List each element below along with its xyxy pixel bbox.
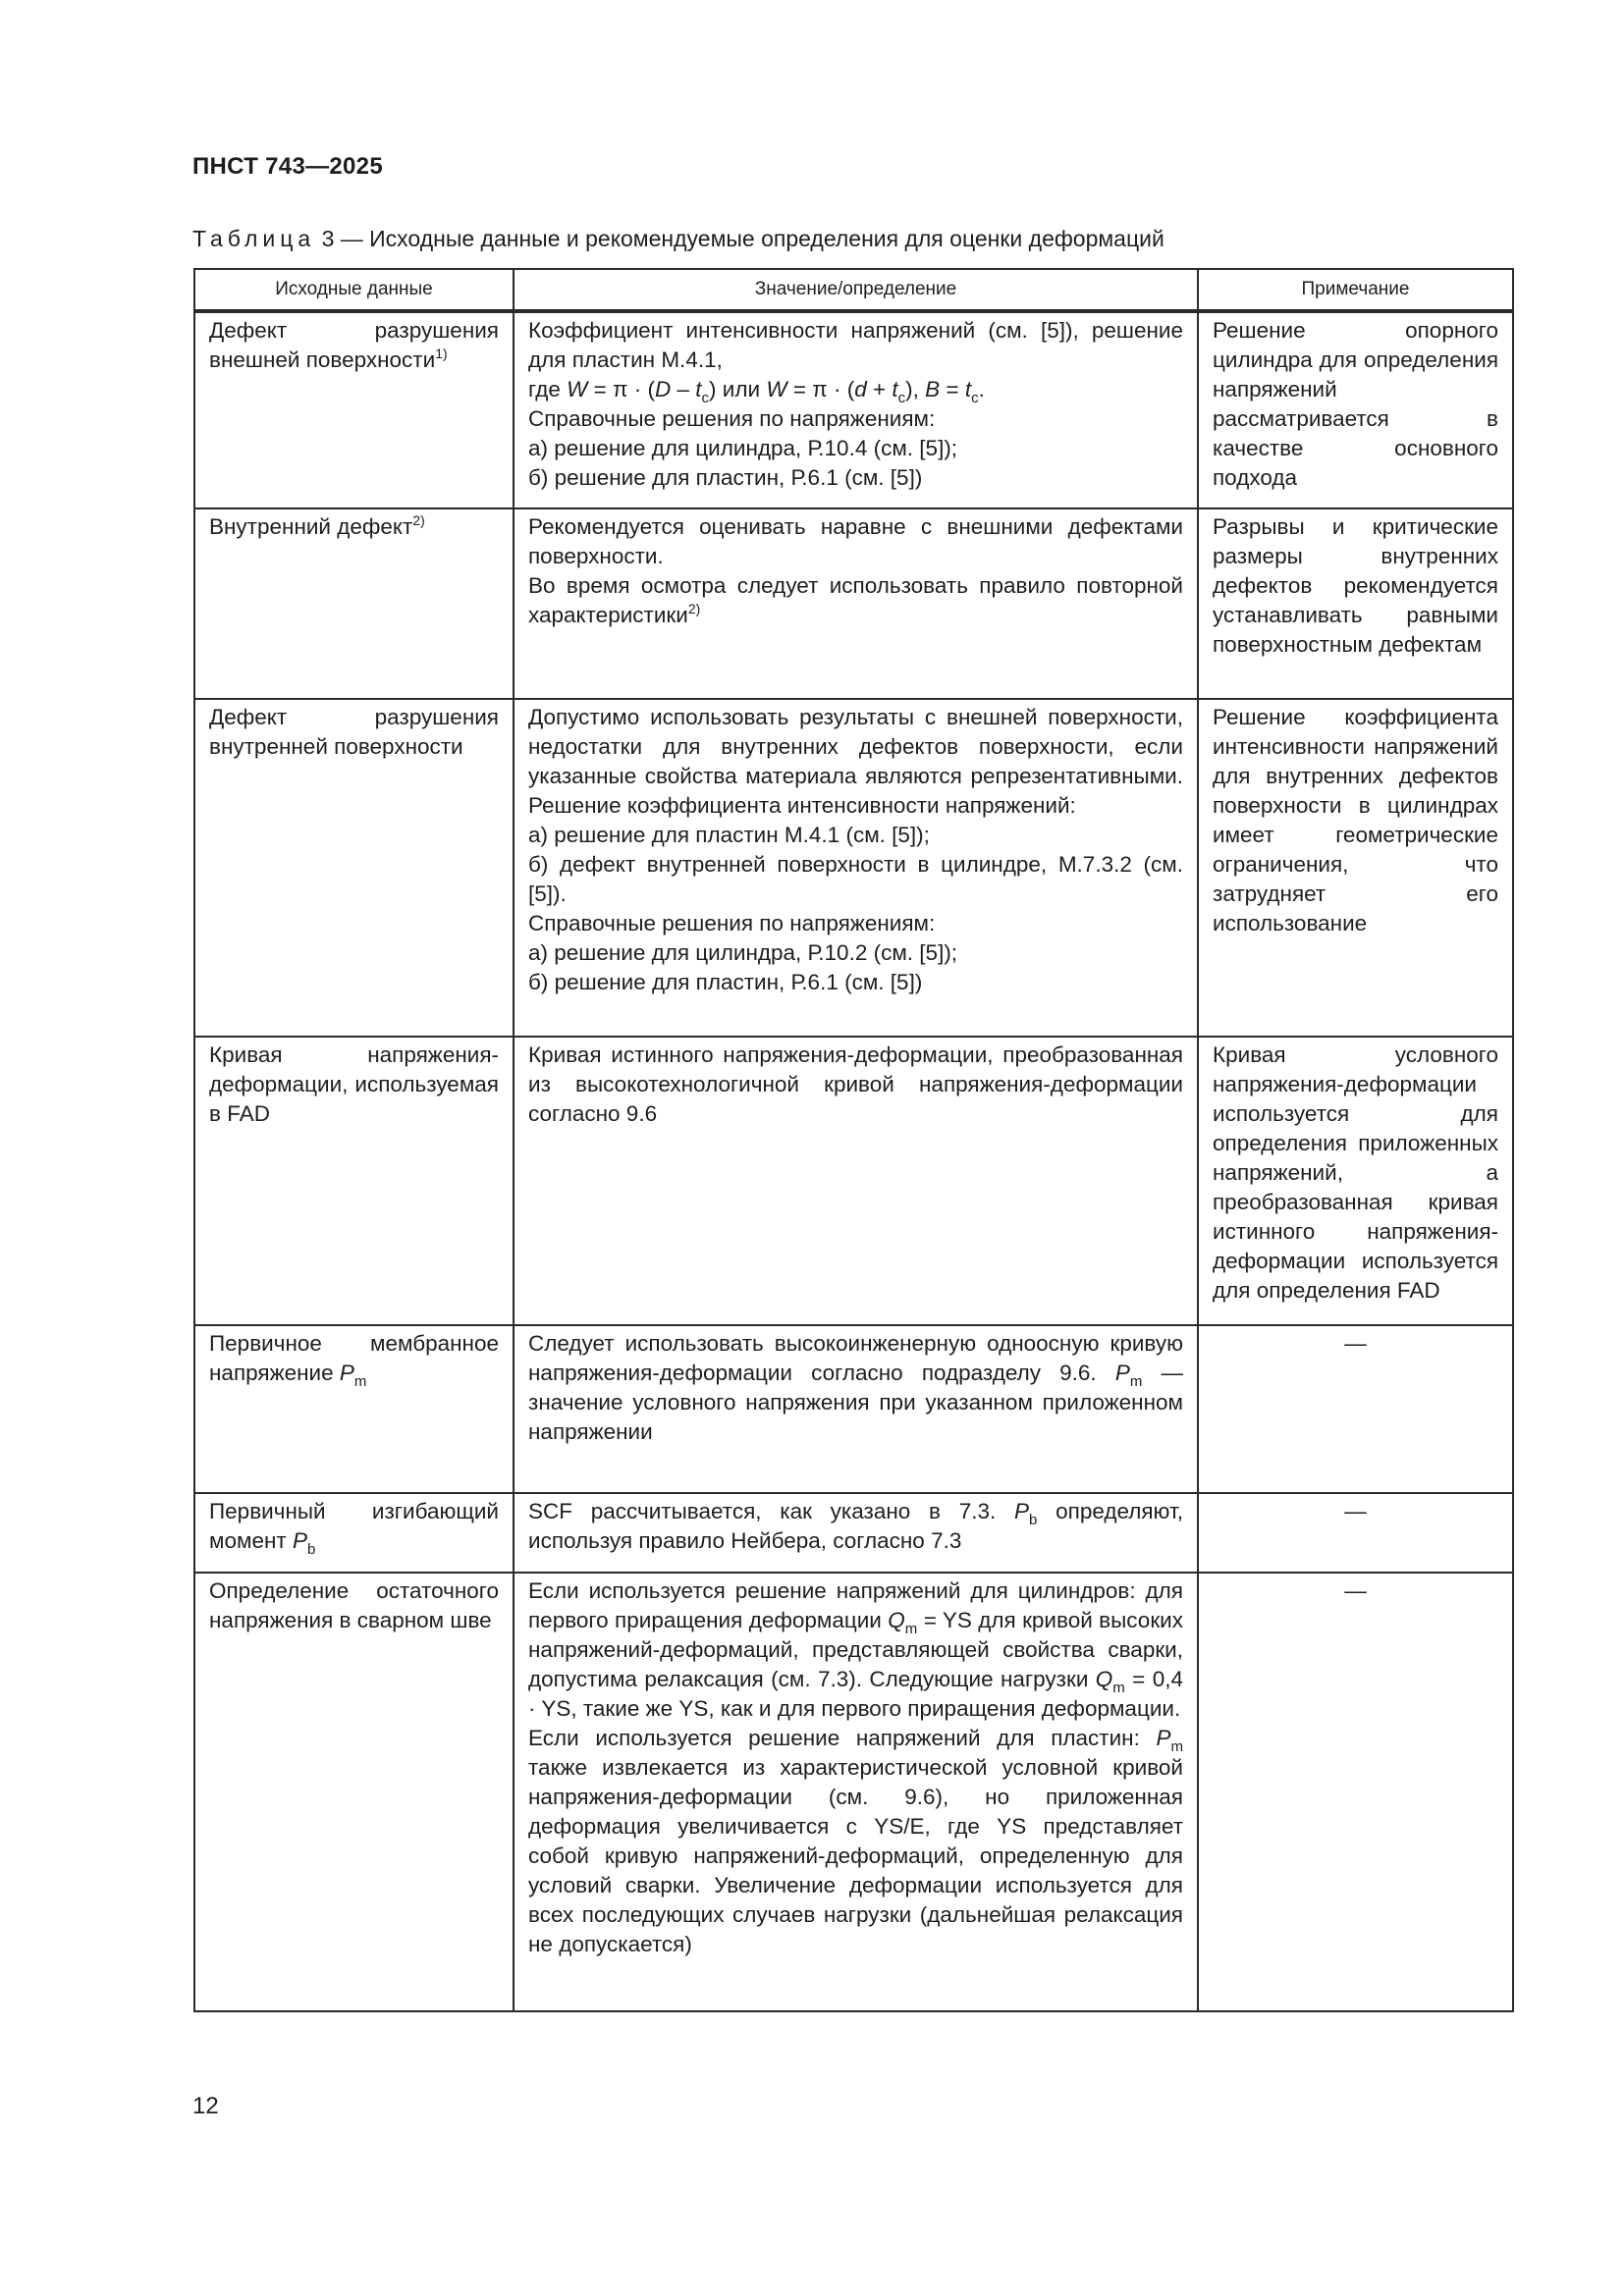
table-row bbox=[194, 311, 1513, 508]
value-line: Если используется решение напряжений для пластин: $P_m$ также извлекается из характеристической условной кривой напряжения-деформации (см. 9.6), но приложенная деформация увеличивается с YS/E, где YS представляет собой кривую напряжений-деформаций, определенную для условий сварки. Увеличение деформации используется для всех последующих случаев нагрузки (дальнейшая релаксация не допускается) bbox=[528, 1726, 1183, 1956]
value-line: Справочные решения по напряжениям: bbox=[528, 911, 936, 935]
value-line: SCF рассчитывается, как указано в 7.3. $P_b$ определяют, используя правило Нейбера, согласно 7.3 bbox=[528, 1499, 1183, 1553]
value-cell bbox=[514, 1325, 1198, 1493]
value-line: Коэффициент интенсивности напряжений (см. [5]), решение для пластин М.4.1, bbox=[528, 318, 1183, 372]
note-dash: — bbox=[1344, 1331, 1367, 1356]
value-line: Рекомендуется оценивать наравне с внешними дефектами поверхности. bbox=[528, 514, 1183, 568]
note-cell bbox=[1198, 1037, 1513, 1325]
note-text: Решение коэффициента интенсивности напряжений для внутренних дефектов поверхности в цилиндрах имеет геометрические ограничения, что затрудняет его использование bbox=[1213, 705, 1498, 935]
value-cell bbox=[514, 311, 1198, 508]
footnote-ref: 2) bbox=[412, 512, 425, 528]
table-row bbox=[194, 1037, 1513, 1325]
value-line: а) решение для цилиндра, Р.10.4 (см. [5]); bbox=[528, 436, 958, 460]
value-line: б) дефект внутренней поверхности в цилиндре, М.7.3.2 (см. [5]). bbox=[528, 852, 1183, 906]
note-cell bbox=[1198, 1573, 1513, 2011]
input-text: Дефект разрушения внутренней поверхности bbox=[209, 705, 499, 759]
input-text: Внутренний дефект bbox=[209, 514, 413, 539]
input-cell bbox=[194, 1573, 514, 2011]
input-cell bbox=[194, 1325, 514, 1493]
value-cell bbox=[514, 1493, 1198, 1573]
note-cell bbox=[1198, 508, 1513, 699]
column-header-input: Исходные данные bbox=[194, 269, 514, 311]
input-cell bbox=[194, 699, 514, 1037]
note-dash: — bbox=[1344, 1499, 1367, 1523]
table-row bbox=[194, 508, 1513, 699]
value-line: Во время осмотра следует использовать правило повторной характеристики$^{2)}$ bbox=[528, 573, 1183, 627]
value-line: а) решение для пластин М.4.1 (см. [5]); bbox=[528, 823, 930, 847]
note-cell bbox=[1198, 311, 1513, 508]
footnote-ref: 2) bbox=[687, 601, 701, 616]
table-row bbox=[194, 1573, 1513, 2011]
caption-title: 3 — Исходные данные и рекомендуемые определения для оценки деформаций bbox=[315, 226, 1164, 251]
document-code: ПНСТ 743—2025 bbox=[192, 153, 383, 180]
input-text: Первичный изгибающий момент $P_b$ bbox=[209, 1499, 499, 1558]
input-cell bbox=[194, 311, 514, 508]
table-row bbox=[194, 1493, 1513, 1573]
value-line: Следует использовать высокоинженерную одноосную кривую напряжения-деформации согласно подразделу 9.6. $P_m$ — значение условного напряжения при указанном приложенном напряжении bbox=[528, 1331, 1183, 1444]
value-line: Кривая истинного напряжения-деформации, преобразованная из высокотехнологичной кривой напряжения-деформации согласно 9.6 bbox=[528, 1042, 1183, 1126]
value-line: Если используется решение напряжений для цилиндров: для первого приращения деформации $Q_m$ = YS для кривой высоких напряжений-деформаций, представляющей свойства сварки, допустима релаксация (см. 7.3). Следующие нагрузки $Q_m = 0,4$ · YS, такие же YS, как и для первого приращения деформации. bbox=[528, 1578, 1183, 1721]
value-line: б) решение для пластин, Р.6.1 (см. [5]) bbox=[528, 465, 923, 490]
value-line: а) решение для цилиндра, Р.10.2 (см. [5]); bbox=[528, 940, 958, 965]
note-cell bbox=[1198, 1325, 1513, 1493]
note-cell bbox=[1198, 1493, 1513, 1573]
value-cell bbox=[514, 508, 1198, 699]
value-line-formula: где $W = \pi \cdot (D - t_c)$ или $W = \pi \cdot (d + t_c)$, $B = t_c$. bbox=[528, 377, 985, 406]
table-header-row bbox=[194, 269, 1513, 311]
caption-prefix: Таблица bbox=[192, 226, 316, 251]
input-cell bbox=[194, 1493, 514, 1573]
note-cell bbox=[1198, 699, 1513, 1037]
note-text: Кривая условного напряжения-деформации используется для определения приложенных напряжений, а преобразованная кривая истинного напряжения-деформации используется для определения FAD bbox=[1213, 1042, 1498, 1303]
data-table bbox=[193, 268, 1514, 2012]
input-cell bbox=[194, 508, 514, 699]
value-cell bbox=[514, 1573, 1198, 2011]
value-cell bbox=[514, 1037, 1198, 1325]
note-dash: — bbox=[1344, 1578, 1367, 1603]
column-header-value: Значение/определение bbox=[514, 269, 1198, 311]
value-line: Допустимо использовать результаты с внешней поверхности, недостатки для внутренних дефектов поверхности, если указанные свойства материала являются репрезентативными. Решение коэффициента интенсивности напряжений: bbox=[528, 705, 1183, 818]
input-text: Дефект разрушения внешней поверхности bbox=[209, 318, 499, 372]
footnote-ref: 1) bbox=[435, 346, 448, 361]
note-text: Решение опорного цилиндра для определения напряжений рассматривается в качестве основного подхода bbox=[1213, 318, 1498, 490]
input-cell bbox=[194, 1037, 514, 1325]
input-text: Кривая напряжения-деформации, используемая в FAD bbox=[209, 1042, 499, 1126]
value-line: б) решение для пластин, Р.6.1 (см. [5]) bbox=[528, 970, 923, 994]
table-caption bbox=[192, 226, 1164, 252]
input-text: Первичное мембранное напряжение $P_m$ bbox=[209, 1331, 499, 1390]
input-text: Определение остаточного напряжения в сварном шве bbox=[209, 1578, 499, 1632]
table-row bbox=[194, 1325, 1513, 1493]
value-cell bbox=[514, 699, 1198, 1037]
note-text: Разрывы и критические размеры внутренних дефектов рекомендуется устанавливать равными поверхностным дефектам bbox=[1213, 514, 1498, 657]
value-line: Справочные решения по напряжениям: bbox=[528, 406, 936, 431]
page-number: 12 bbox=[192, 2093, 219, 2119]
column-header-note: Примечание bbox=[1198, 269, 1513, 311]
table-row bbox=[194, 699, 1513, 1037]
